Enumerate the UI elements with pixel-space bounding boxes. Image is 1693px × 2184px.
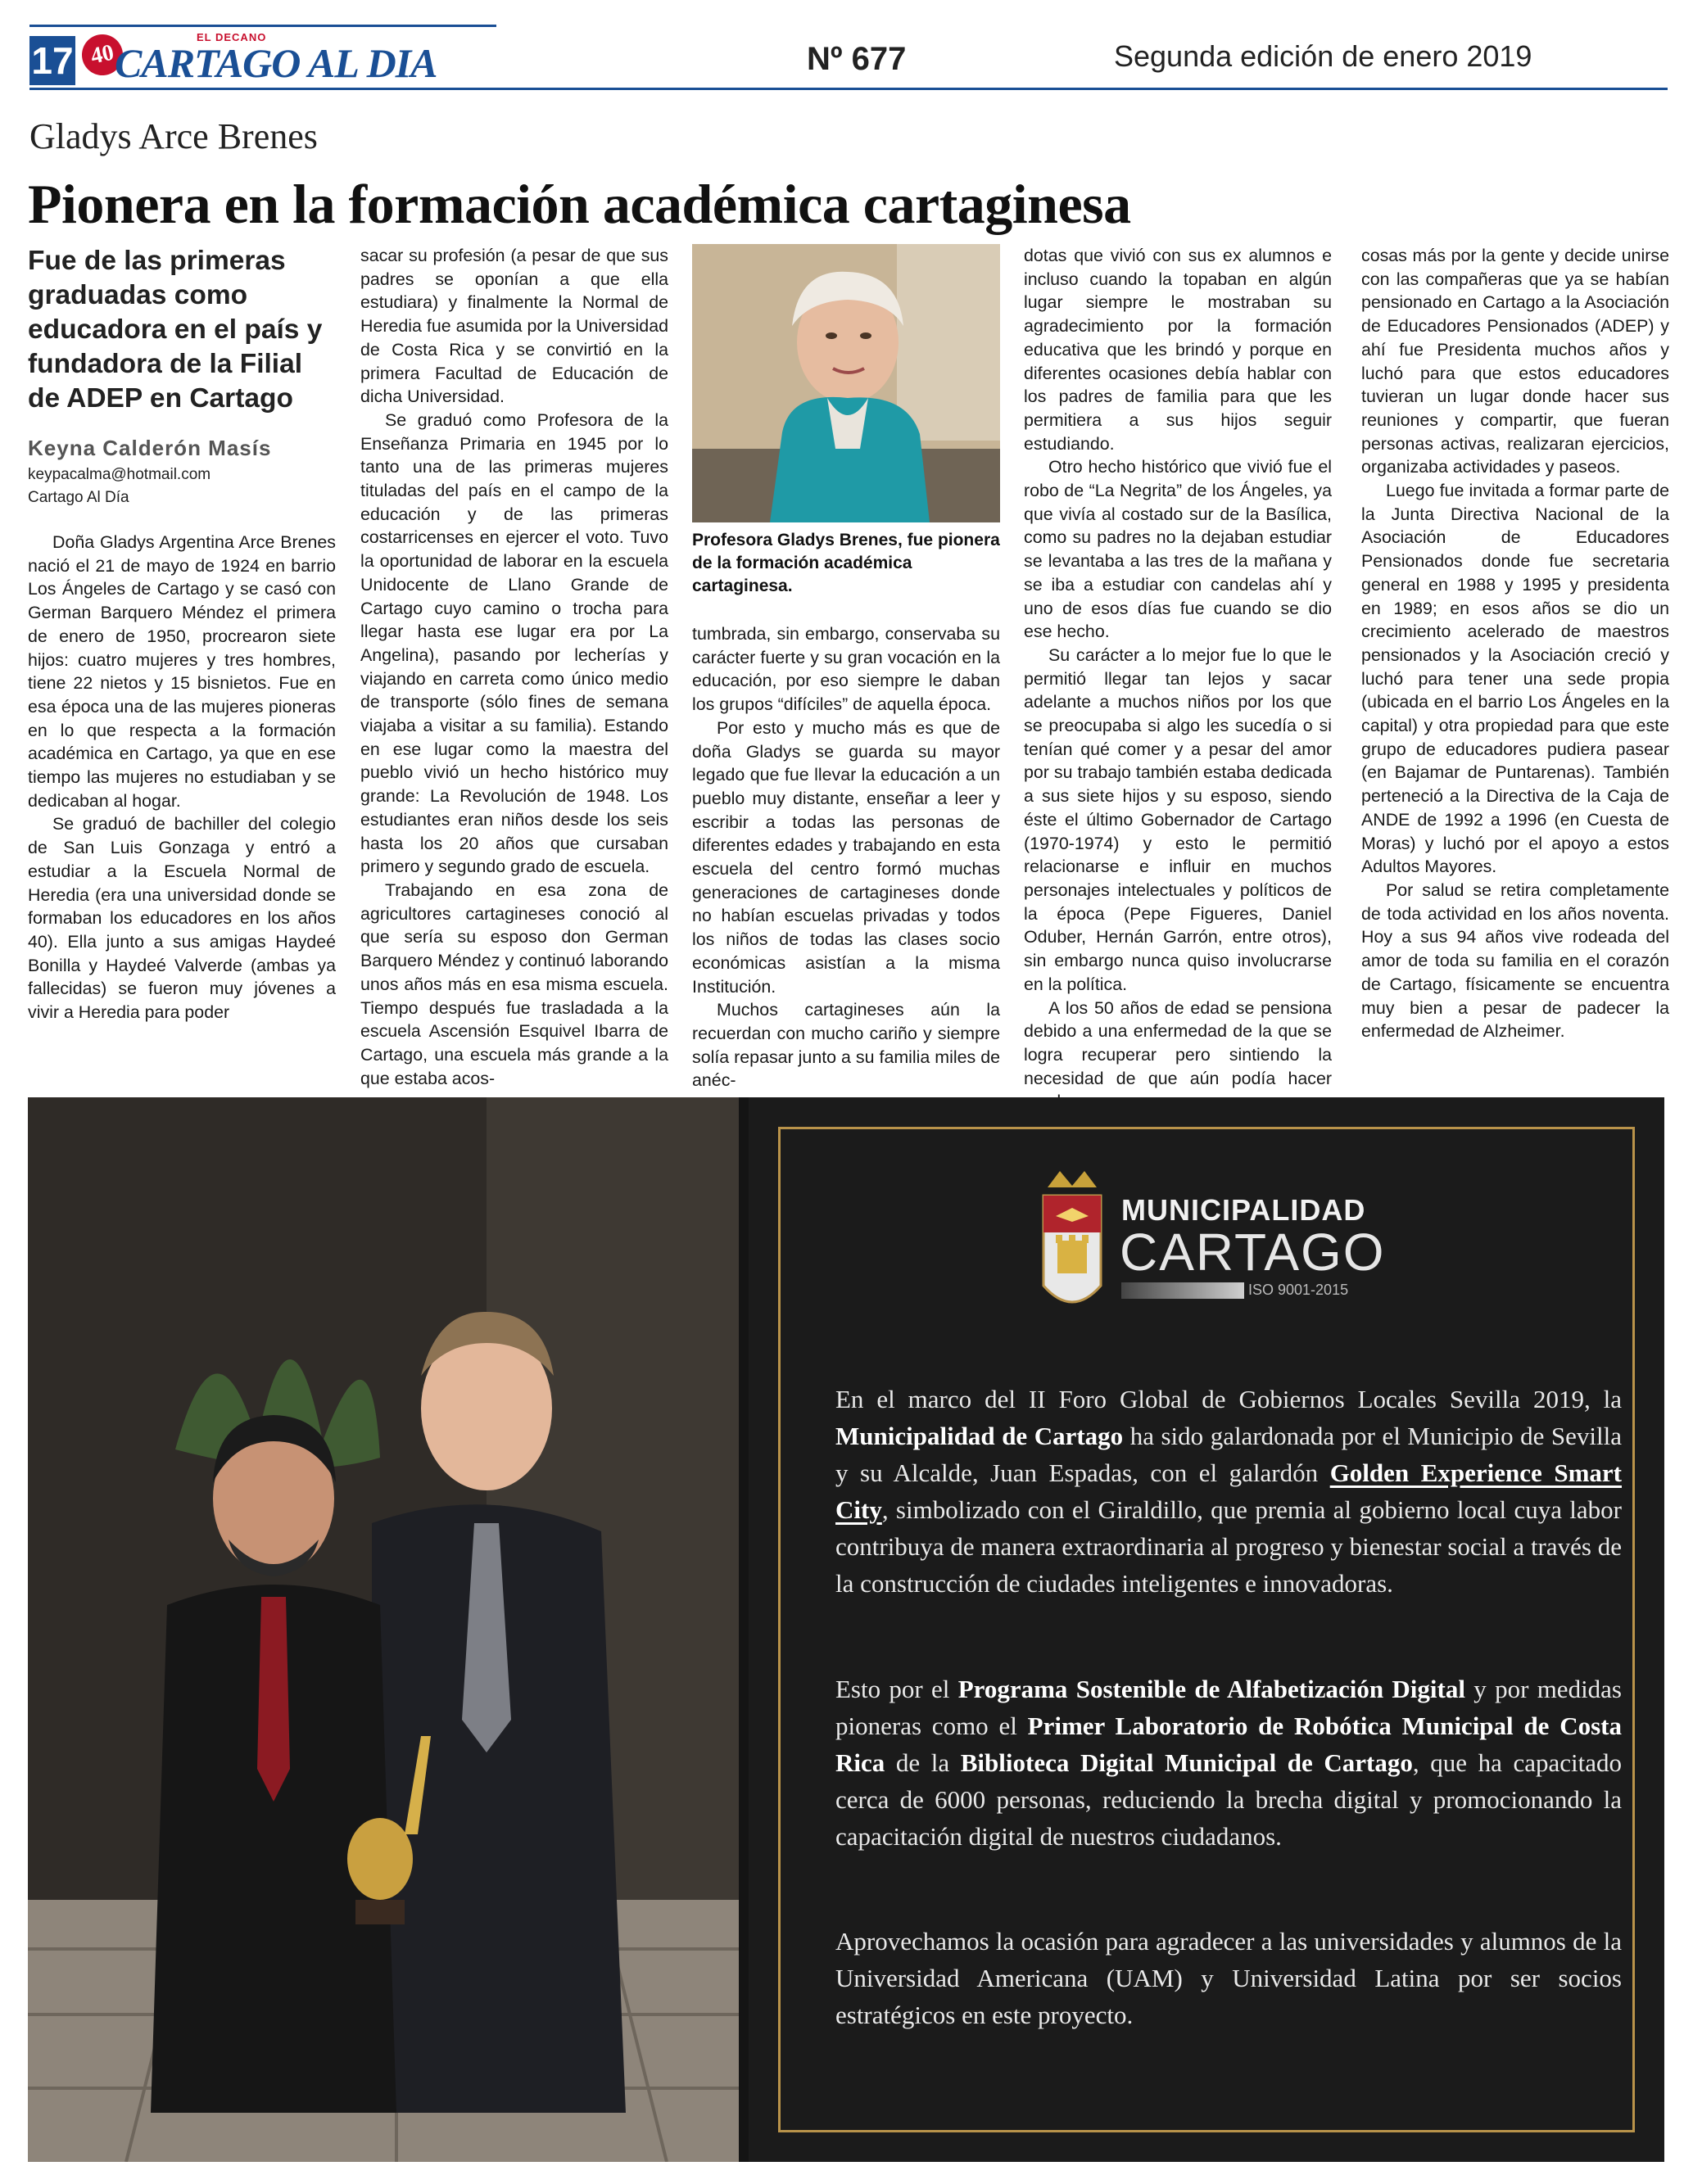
logo-iso-bar — [1121, 1282, 1244, 1299]
paragraph: A los 50 años de edad se pensiona debido a una enfermedad de la que se logra recuperar pero sintiendo la necesidad de que aún podía hacer — [1024, 997, 1332, 1088]
ad-text: y por medidas pioneras como el — [835, 1675, 1623, 1740]
paragraph: Se graduó de bachiller del colegio de San Luis Gonzaga y entró a estudiar a la Escuela Normal de Heredia (era una universidad donde se formaban los educadores en los años 40). Ella junto a sus amigas Haydeé Bonilla y Haydeé Valverde (ambas ya fallecidas) se fueron muy jóvenes a vivir a Heredia para poder — [28, 814, 336, 1023]
masthead-top-line — [29, 25, 496, 27]
portrait-illustration — [692, 244, 1000, 522]
ad-text: de la — [885, 1748, 961, 1777]
byline-author: Keyna Calderón Masís — [28, 436, 272, 460]
edition-date: Segunda edición de enero 2019 — [1114, 39, 1532, 73]
portrait-photo — [692, 244, 1000, 522]
paragraph: Su carácter a lo mejor fue lo que le permitió llegar tan lejos y sacar adelante a muchos niños por los que se preocupaba si algo les sucedía o si tenían qué comer y a pesar del amor por su trabajo también estaba dedicada a sus siete hijos y su esposo, siendo éste el último Gobernador de Cartago (1970-1974) y esto le permitió relacionarse e influir en muchos personajes intelectuales y políticos de la época (Pepe Figueres, Daniel Oduber, Hernán Garrón, entre otros), sin embargo nunca quiso involucrarse en la política. — [1024, 644, 1332, 994]
ad-emphasis: Municipalidad de Cartago — [835, 1422, 1124, 1450]
paragraph: Otro hecho histórico que vivió fue el robo de “La Negrita” de los Ángeles, ya que vivía al costado sur de la Basílica, como su padres no la dejaban estudiar se levantaba a las tres de la mañana y se iba a estudiar con candelas ahí y uno de esos días fue cuando se dio ese hecho. — [1024, 457, 1332, 642]
paragraph: Trabajando en esa zona de agricultores cartagineses conoció al que sería su esposo don German Barquero Méndez y continuó laborando unos años más en esa misma escuela. Tiempo después fue trasladada a la escuela Ascensión Esquivel Ibarra de Cartago, una escuela más grande a la que estaba acos- — [360, 879, 668, 1088]
ad-text: En el marco del II Foro Global de Gobiernos Locales Sevilla 2019, la — [835, 1385, 1622, 1413]
municipalidad-logo — [1031, 1163, 1392, 1327]
article-headline: Pionera en la formación académica cartaginesa — [28, 173, 1131, 235]
article-kicker: Gladys Arce Brenes — [29, 116, 318, 156]
page-number: 17 — [29, 36, 75, 85]
paragraph: dotas que vivió con sus ex alumnos e incluso cuando la topaban en algún lugar siempre le mostraban su agradecimiento por la formación educativa que les brindó y porque en diferentes ocasiones debía hablar con los padres de familia para que les permitiera a sus hijos seguir estudiando. — [1024, 246, 1332, 454]
header-rule — [29, 88, 1668, 90]
logo-iso: ISO 9001-2015 — [1248, 1282, 1349, 1298]
ad-emphasis: Programa Sostenible de Alfabetización Digital — [957, 1675, 1465, 1703]
anniversary-badge: 40 — [78, 30, 126, 79]
logo-line-1: MUNICIPALIDAD — [1121, 1193, 1366, 1227]
paragraph: Luego fue invitada a formar parte de la Junta Directiva Nacional de la Asociación de Educadores Pensionados donde fue secretaria general en 1988 y 1995 y presidenta en 1989; en esos años se dio un crecimiento acelerado de maestros pensionados y la Asociación creció y luchó para tener una sede propia (ubicada en el barrio Los Ángeles en la capital) y otra propiedad para que este grupo de educadores pudiera pasear (en Bajamar de Puntarenas). También perteneció a la Directiva de la Caja de ANDE de 1992 a 1996 (en Cuesta de Moras) y luchó por el apoyo a estos Adultos Mayores. — [1361, 481, 1669, 877]
paragraph: sacar su profesión (a pesar de que sus padres se oponían a que ella estudiara) y finalmente la Normal de Heredia fue asumida por la Universidad de Costa Rica y se convirtió en la primera Facultad de Educación de dicha Universidad. — [360, 246, 668, 407]
logo-line-2: CARTAGO — [1120, 1223, 1386, 1282]
issue-number: Nº 677 — [807, 41, 907, 77]
ad-emphasis: Biblioteca Digital Municipal de Cartago — [960, 1748, 1413, 1777]
newspaper-logo — [82, 31, 437, 90]
article-column-4 — [1024, 244, 1332, 1114]
ad-text-panel — [749, 1097, 1664, 2162]
ad-text: Esto por el — [835, 1675, 958, 1703]
award-photo-illustration — [28, 1097, 739, 2162]
article-column-2 — [360, 244, 668, 1090]
byline-outlet: Cartago Al Día — [28, 489, 129, 506]
award-name: Golden Experience Smart City — [835, 1458, 1622, 1524]
paragraph: tumbrada, sin embargo, conservaba su carácter fuerte y su gran vocación en la educación, por eso siempre le daban los grupos “difíciles” de aquella época. — [692, 624, 1000, 715]
ad-text: , que ha capacitado cerca de 6000 personas, reduciendo la brecha digital y promocionando la capacitación digital de nuestros ciudadanos. — [835, 1748, 1622, 1851]
logo-wordmark: CARTAGO AL DIA — [115, 40, 437, 86]
article-subhead: Fue de las primeras graduadas como educadora en el país y fundadora de la Filial de ADEP en Cartago — [28, 246, 323, 414]
paragraph: Por esto y mucho más es que de doña Gladys se guarda su mayor legado que fue llevar la educación a un pueblo muy distante, enseñar a leer y escribir a todas las personas de diferentes edades y trabajando en esta escuela del centro formó muchas generaciones de cartagineses donde no habían escuelas privadas y todos los niños de todas las clases socio económicas asistían a la misma Institución. — [692, 717, 1000, 997]
article-column-3 — [692, 244, 1000, 1092]
coat-of-arms-icon — [1031, 1163, 1113, 1327]
paragraph: cosas más por la gente y decide unirse con las compañeras que ya se habían pensionado en Cartago a la Asociación de Educadores Pensionados (ADEP) y ahí fue Presidenta muchos años y luchó para que estos educadores tuvieran un lugar donde hacer sus reuniones y compartir, que fueran personas activas, realizaran ejercicios, organizaba actividades y paseos. — [1361, 246, 1669, 477]
ad-paragraph-1 — [835, 1381, 1622, 1602]
ad-paragraph-3: Aprovechamos la ocasión para agradecer a las universidades y alumnos de la Universidad Americana (UAM) y Universidad Latina por ser socios estratégicos en este proyecto. — [835, 1927, 1622, 2029]
ad-text: , simbolizado con el Giraldillo, que premia al gobierno local cuya labor contribuya de manera extraordinaria al progreso y bienestar social a través de la construcción de ciudades inteligentes e innovadoras. — [835, 1495, 1622, 1598]
article-column-5 — [1361, 244, 1669, 1043]
ad-text: ha sido galardonada por el Municipio de Sevilla y su Alcalde, Juan Espadas, con el galardón — [835, 1422, 1622, 1487]
logo-tagline: EL DECANO — [197, 31, 267, 43]
paragraph: Muchos cartagineses aún la recuerdan con mucho cariño y siempre solía repasar junto a su familia miles de anéc- — [692, 1000, 1000, 1091]
paragraph: Se graduó como Profesora de la Enseñanza Primaria en 1945 por lo tanto una de las primeras mujeres tituladas del país en el campo de la educación y de las primeras costarricenses en ejercer el voto. Tuvo la oportunidad de laborar en la escuela Unidocente de Llano Grande de Cartago cuyo camino o trocha para llegar hasta ese lugar era por La Angelina), pasando por lecherías y viajando en carreta como único medio de transporte (sólo fines de semana viajaba a visitar a su familia). Estando en ese lugar como la maestra del pueblo vivió un hecho histórico muy grande: La Revolución de 1948. Los estudiantes eran niños desde los seis hasta los 20 años que cursaban primero y segundo grado de escuela. — [360, 409, 668, 877]
ad-emphasis: Primer Laboratorio de Robótica Municipal de Costa Rica — [835, 1711, 1623, 1777]
paragraph: Por salud se retira completamente de toda actividad en los años noventa. Hoy a sus 94 años vive rodeada del amor de toda su familia en el corazón de Cartago, físicamente se encuentra muy bien a pesar de padecer la enfermedad de Alzheimer. — [1361, 879, 1669, 1042]
award-photo — [28, 1097, 739, 2162]
article-column-1 — [28, 244, 336, 1024]
photo-caption: Profesora Gladys Brenes, fue pionera de la formación académica cartaginesa. — [692, 531, 1000, 595]
byline-email: keypacalma@hotmail.com — [28, 466, 211, 483]
paragraph: Doña Gladys Argentina Arce Brenes nació el 21 de mayo de 1924 en barrio Los Ángeles de Cartago y se casó con German Barquero Méndez el primera de enero de 1950, procrearon siete hijos: cuatro mujeres y tres hombres, tiene 22 nietos y 15 bisnietos. Fue en esa época una de las mujeres pioneras en lo que respecta a la formación académica en Cartago, ya que en ese tiempo las mujeres no estudiaban y se dedicaban al hogar. — [28, 532, 336, 811]
municipal-advertisement — [28, 1097, 1664, 2162]
ad-paragraph-2 — [835, 1671, 1622, 1855]
